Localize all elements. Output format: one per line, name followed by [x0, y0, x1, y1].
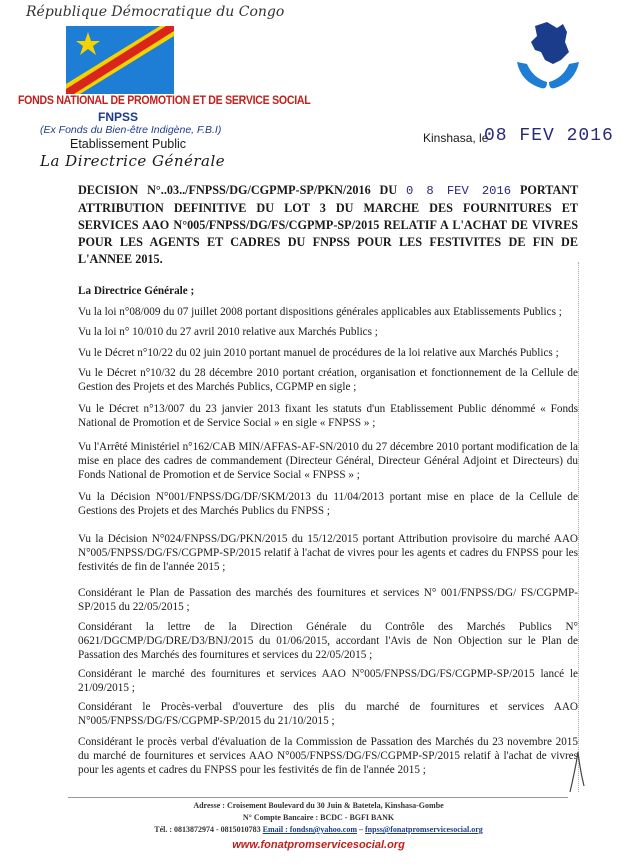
former-name: (Ex Fonds du Bien-être Indigène, F.B.I)	[40, 124, 222, 136]
decision-number-blank: ..03..	[160, 183, 186, 197]
paragraph: Considérant le procès verbal d'évaluation de la Commission de Passation des Marchés du 23 novembre 2015 du marché de fournitures et services AAO N°005/FNPSS/DG/FS/CGPMP-SP/2015 relatif à l'achat de vivres pour les agents et cadres du FNPSS pour les festivités de fin de l'année 2015 ;	[78, 736, 578, 776]
map-hands-logo-icon	[513, 18, 583, 96]
date-stamp: 08 FEV 2016	[484, 126, 614, 146]
paragraph: Vu le Décret n°10/32 du 28 décembre 2010 portant création, organisation et fonctionnement de la Cellule de Gestion des Projets et des Marchés Publics, CGPMP en sigle ;	[78, 367, 578, 393]
decision-date: 0 8 FEV 2016	[405, 184, 512, 198]
margin-line	[578, 262, 579, 792]
footer-divider	[68, 797, 568, 798]
footer-account: N° Compte Bancaire : BCDC - BGFI BANK	[242, 813, 395, 822]
decision-number-ref: /FNPSS/DG/CGPMP-SP/PKN/2016 DU	[185, 183, 398, 197]
decision-title-rest: ATTRIBUTION DEFINITIVE DU LOT 3 DU MARCHE DES FOURNITURES ET SERVICES AAO N°005/FNPSS/DG/FS/CGPMP-SP/2015 RELATIF A L'ACHAT DE VIVRES POUR LES AGENTS ET CADRES DU FNPSS POUR LES FESTIVITES DE FIN DE L'ANNEE 2015.	[78, 201, 578, 266]
city-label: Kinshasa, le	[423, 131, 489, 145]
paragraph: Considérant le Procès-verbal d'ouverture des plis du marché de fournitures et services AAO N°005/FNPSS/DG/FS/CGPMP-SP/2015 du 21/10/2015 ;	[78, 701, 578, 727]
status-label: Etablissement Public	[70, 137, 187, 151]
paragraph: Vu le Décret n°13/007 du 23 janvier 2013 fixant les statuts d'un Etablissement Public dénommé « Fonds National de Promotion et de Service Social » en sigle « FNPSS » ;	[78, 403, 578, 429]
footer-address: Adresse : Croisement Boulevard du 30 Juin & Batetela, Kinshasa-Gombe	[193, 801, 444, 810]
office-label: La Directrice Générale	[40, 152, 226, 170]
paragraph: Considérant le marché des fournitures et services AAO N°005/FNPSS/DG/FS/CGPMP-SP/2015 lancé le 21/09/2015 ;	[78, 668, 578, 694]
decision-title	[78, 182, 578, 268]
paragraph: Vu l'Arrêté Ministériel n°162/CAB MIN/AFFAS-AF-SN/2010 du 27 décembre 2010 portant modification de la mise en place des cadres de commandement (Directeur Général, Directeur Général Adjoint et Directeurs) du Fonds National de Promotion et de Service Social « FNPSS » ;	[78, 441, 578, 481]
paragraph: Considérant la lettre de la Direction Générale du Contrôle des Marchés Publics N° 0621/DGCMP/DG/DRE/D3/BNJ/2015 du 01/06/2015, accordant l'Avis de Non Objection sur le Plan de Passation des Marchés des fournitures et services du 22/05/2015 ;	[78, 621, 578, 661]
footer-phone: Tél. : 0813872974 - 0815010783	[154, 825, 261, 834]
paragraph: Vu la loi n°08/009 du 07 juillet 2008 portant dispositions générales applicables aux Etablissements Publics ;	[78, 306, 562, 318]
decision-number-prefix: DECISION N°	[78, 183, 161, 197]
decision-title-word: PORTANT	[519, 183, 579, 197]
footer-email-link[interactable]: Email : fondsn@yahoo.com	[262, 825, 358, 834]
footer-website-link[interactable]: www.fonatpromservicesocial.org	[232, 839, 405, 851]
intro-line: La Directrice Générale ;	[78, 285, 195, 297]
republic-heading: République Démocratique du Congo	[26, 4, 285, 20]
paragraph: Vu la Décision N°024/FNPSS/DG/PKN/2015 du 15/12/2015 portant Attribution provisoire du marché AAO N°005/FNPSS/DG/FS/CGPMP-SP/2015 relatif à l'achat de vivres pour les agents et cadres du FNPSS pour les festivités de fin de l'année 2015 ;	[78, 533, 578, 573]
initials-mark-icon	[566, 746, 590, 796]
paragraph: Considérant le Plan de Passation des marchés des fournitures et services N° 001/FNPSS/DG/ FS/CGPMP-SP/2015 du 22/05/2015 ;	[78, 587, 578, 613]
flag-drc-icon	[66, 26, 174, 94]
footer-email2-link[interactable]: fnpss@fonatpromservicesocial.org	[365, 825, 483, 834]
fund-name: FONDS NATIONAL DE PROMOTION ET DE SERVICE SOCIAL	[18, 95, 311, 107]
paragraph: Vu la Décision N°001/FNPSS/DG/DF/SKM/2013 du 11/04/2013 portant mise en place de la Cellule de Gestions des Projets et des Marchés Publics du FNPSS ;	[78, 491, 578, 517]
footer-contacts: Tél. : 0813872974 - 0815010783 Email : fondsn@yahoo.com – fnpss@fonatpromservicesocial.org	[154, 825, 483, 834]
paragraph: Vu le Décret n°10/22 du 02 juin 2010 portant manuel de procédures de la loi relative aux Marchés Publics ;	[78, 347, 559, 359]
fund-acronym: FNPSS	[98, 110, 139, 124]
paragraph: Vu la loi n° 10/010 du 27 avril 2010 relative aux Marchés Publics ;	[78, 326, 378, 338]
